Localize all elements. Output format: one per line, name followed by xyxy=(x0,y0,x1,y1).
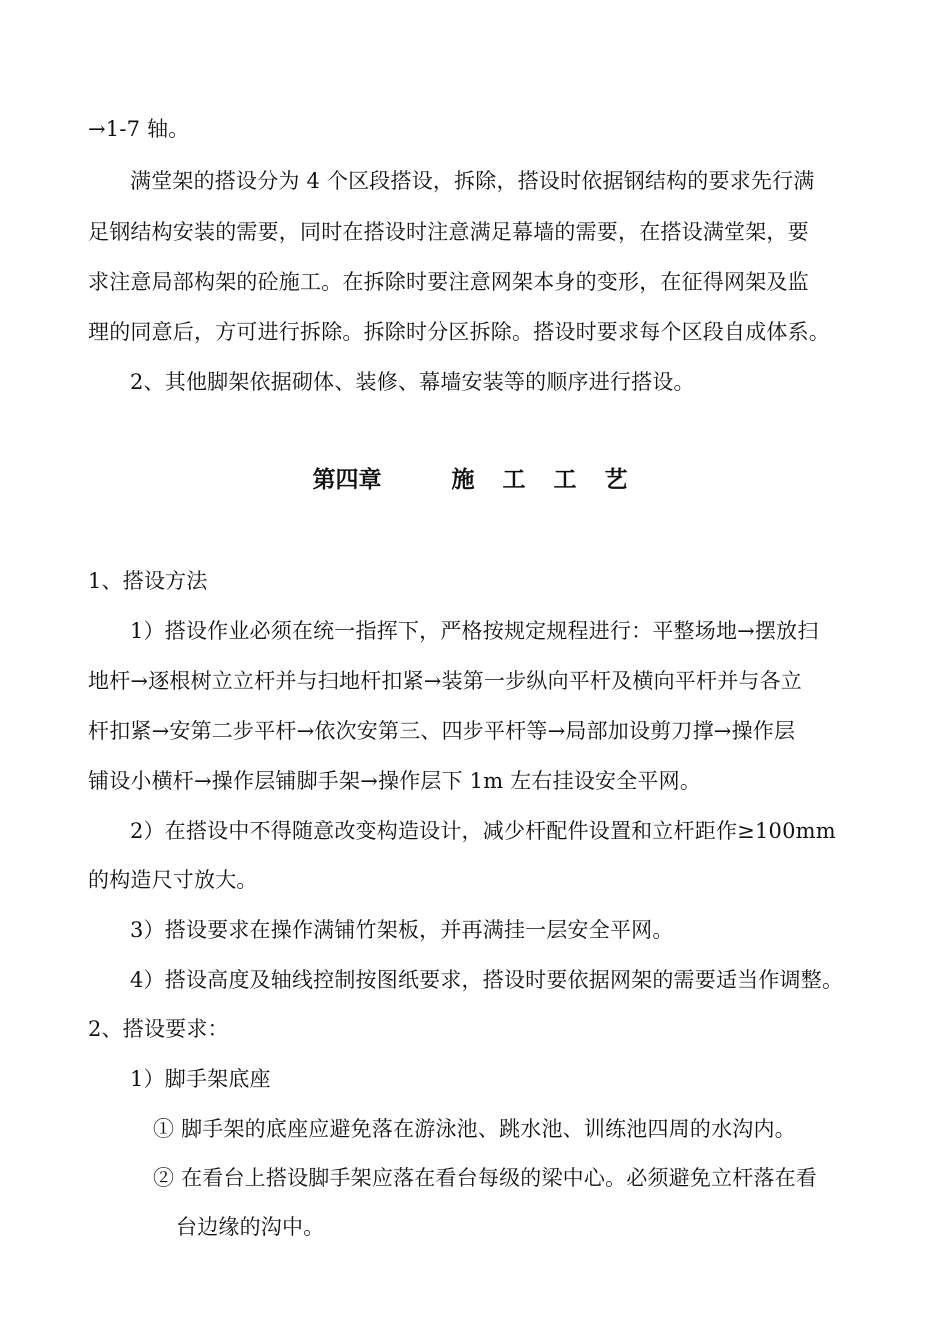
paragraph-line: 2）在搭设中不得随意改变构造设计，减少杆配件设置和立杆距作≥100mm xyxy=(130,819,836,843)
paragraph-line: 4）搭设高度及轴线控制按图纸要求，搭设时要依据网架的需要适当作调整。 xyxy=(130,968,844,992)
paragraph-line: →1-7 轴。 xyxy=(88,117,190,141)
list-item-continuation: 台边缘的沟中。 xyxy=(176,1215,325,1239)
paragraph-line: 的构造尺寸放大。 xyxy=(88,868,258,892)
list-item: ① 脚手架的底座应避免落在游泳池、跳水池、训练池四周的水沟内。 xyxy=(153,1117,796,1141)
list-item: ② 在看台上搭设脚手架应落在看台每级的梁中心。必须避免立杆落在看 xyxy=(153,1166,818,1190)
paragraph-line: 地杆→逐根树立立杆并与扫地杆扣紧→装第一步纵向平杆及横向平杆并与各立 xyxy=(88,669,802,693)
section-heading: 2、搭设要求： xyxy=(88,1017,229,1041)
chapter-title: 施 工 工 艺 xyxy=(451,466,638,493)
paragraph-line: 2、其他脚架依据砌体、装修、幕墙安装等的顺序进行搭设。 xyxy=(130,370,695,394)
paragraph-line: 3）搭设要求在操作满铺竹架板，并再满挂一层安全平网。 xyxy=(130,918,674,942)
paragraph-line: 理的同意后，方可进行拆除。拆除时分区拆除。搭设时要求每个区段自成体系。 xyxy=(88,320,830,344)
paragraph-line: 铺设小横杆→操作层铺脚手架→操作层下 1m 左右挂设安全平网。 xyxy=(88,769,702,793)
paragraph-line: 杆扣紧→安第二步平杆→依次安第三、四步平杆等→局部加设剪刀撑→操作层 xyxy=(88,719,796,743)
sub-heading: 1）脚手架底座 xyxy=(130,1067,271,1091)
paragraph-line: 满堂架的搭设分为 4 个区段搭设，拆除，搭设时依据钢结构的要求先行满 xyxy=(130,169,815,193)
chapter-number: 第四章 xyxy=(312,466,382,493)
paragraph-line: 足钢结构安装的需要，同时在搭设时注意满足幕墙的需要，在搭设满堂架，要 xyxy=(88,220,809,244)
paragraph-line: 1）搭设作业必须在统一指挥下，严格按规定规程进行：平整场地→摆放扫 xyxy=(130,619,819,643)
chapter-heading xyxy=(0,464,950,496)
section-heading: 1、搭设方法 xyxy=(88,569,208,593)
paragraph-line: 求注意局部构架的砼施工。在拆除时要注意网架本身的变形，在征得网架及监 xyxy=(88,270,809,294)
